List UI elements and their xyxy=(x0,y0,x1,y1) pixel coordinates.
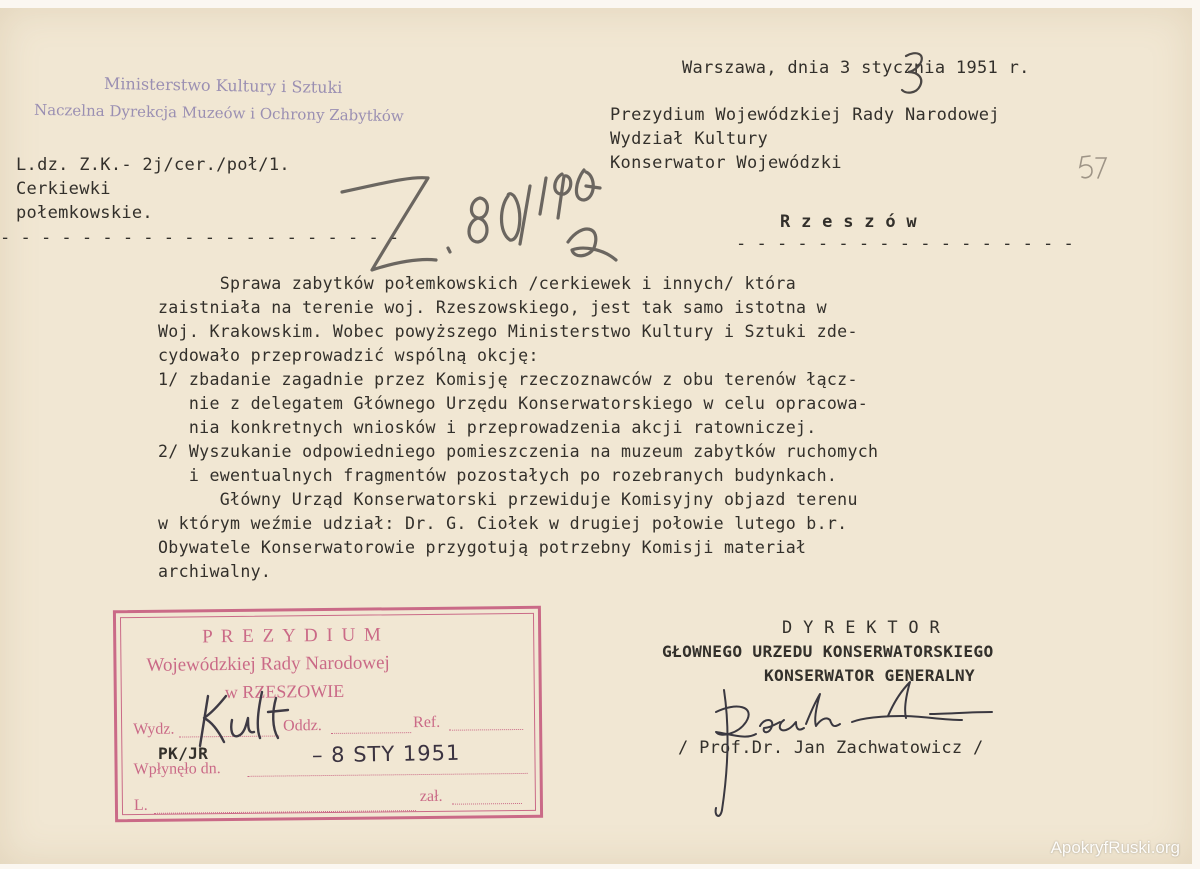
site-watermark: ApokryfRuski.org xyxy=(1050,838,1180,857)
corner-mark-handwriting xyxy=(1080,156,1106,178)
body-line: zaistniała na terenie woj. Rzeszowskiego, jest tak samo istotna w xyxy=(158,298,827,317)
l-label: L. xyxy=(133,796,148,815)
body-line: 1/ zbadanie zagadnie przez Komisję rzeczoznawców z obu terenów łącz- xyxy=(158,370,858,389)
handwriting-layer xyxy=(0,8,1192,864)
ref-label: Ref. xyxy=(413,713,441,732)
body-line: nia konkretnych wniosków i przeprowadzenia akcji ratowniczej. xyxy=(158,418,817,437)
body-line: i ewentualnych fragmentów pozostałych po rozebranych budynkach. xyxy=(158,466,838,485)
recipient-line2: Wydział Kultury xyxy=(610,129,769,149)
date-digit-handwriting xyxy=(902,53,922,92)
body-line: cydowało przeprowadzić wspólną okcję: xyxy=(158,346,539,365)
signature-office: GŁOWNEGO URZEDU KONSERWATORSKIEGO xyxy=(662,642,994,661)
body-line: Woj. Krakowskim. Wobec powyższego Ministerstwo Kultury i Sztuki zde- xyxy=(158,322,858,341)
body-line: nie z delegatem Głównego Urzędu Konserwatorskiego w celu opracowa- xyxy=(158,394,869,413)
wplynelo-label: Wpłynęło dn. xyxy=(133,760,221,779)
ministry-stamp-line2: Naczelna Dyrekcja Muzeów i Ochrony Zabytków xyxy=(33,100,404,126)
stamp-dept-handwriting xyxy=(200,692,288,746)
oddz-label: Oddz. xyxy=(283,717,322,735)
subject-line2: połemkowskie. xyxy=(16,203,153,223)
subject-underline: - - - - - - - - - - - - - - - - - - - - xyxy=(0,228,400,248)
body-line: 2/ Wyszukanie odpowiedniego pomieszczenia na muzeum zabytków ruchomych xyxy=(158,442,879,461)
reference-number: L.dz. Z.K.- 2j/cer./poł/1. xyxy=(16,155,290,175)
received-stamp-title: P R E Z Y D I U M xyxy=(202,624,384,648)
place-date: Warszawa, dnia 3 stycznia 1951 r. xyxy=(682,58,1030,78)
received-stamp-line3: w RZESZOWIE xyxy=(224,680,345,703)
body-line: Główny Urząd Konserwatorski przewiduje Komisyjny objazd terenu xyxy=(158,490,858,509)
ministry-stamp-line1: Ministerstwo Kultury i Sztuki xyxy=(103,73,343,98)
signature-role: KONSERWATOR GENERALNY xyxy=(764,666,975,685)
body-line: archiwalny. xyxy=(158,562,272,581)
margin-number-handwriting xyxy=(342,170,616,270)
body-line: Sprawa zabytków połemkowskich /cerkiewek i innych/ która xyxy=(158,274,796,293)
city-underline: - - - - - - - - - - - - - - - - - xyxy=(736,234,1074,254)
document-sheet xyxy=(0,8,1192,864)
recipient-city: R z e s z ó w xyxy=(780,212,917,232)
subject-line1: Cerkiewki xyxy=(16,179,111,199)
received-date: – 8 STY 1951 xyxy=(311,740,461,768)
body-line: Obywatele Konserwatorowie przygotują potrzebny Komisji materiał xyxy=(158,538,807,557)
received-stamp-line2: Wojewódzkiej Rady Narodowej xyxy=(146,652,390,676)
zal-label: zał. xyxy=(419,787,443,806)
signature-title: D Y R E K T O R xyxy=(782,618,941,638)
director-signature xyxy=(716,682,992,816)
signature-name: / Prof.Dr. Jan Zachwatowicz / xyxy=(678,738,984,758)
recipient-line3: Konserwator Wojewódzki xyxy=(610,153,842,173)
recipient-line1: Prezydium Wojewódzkiej Rady Narodowej xyxy=(610,105,1000,125)
stamp-typed-code: PK/JR xyxy=(158,744,209,763)
wydz-label: Wydz. xyxy=(133,720,175,739)
body-line: w którym weźmie udział: Dr. G. Ciołek w drugiej połowie lutego b.r. xyxy=(158,514,848,533)
